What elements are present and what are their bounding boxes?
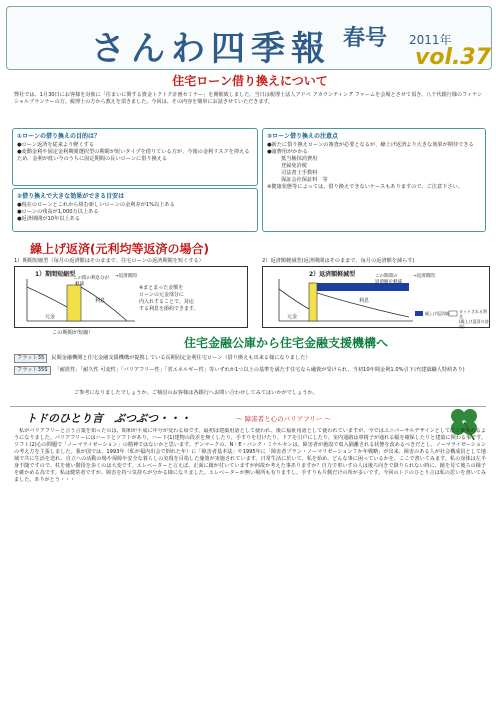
graph-right-key — [459, 309, 489, 329]
column-body: 私がバリアフリーと言う言葉を知ったのは、昭和が平成に年号が変わる頃です。最初は建築用語として使われ、後に福祉用語として使われていますが、今ではユニバーサルデザインとして広く使われるようになりました。バリアフリーにはハードとソフトがあり、ハード(1)建物の段差を無くしたり、手すりを付けたり、ドアを引戸にしたり、室内通路は車椅子が通れる幅を確保したりと建築に関わる事です。ソフト(2)心の問題で「ノーマライゼーション」の精神ではないかと思います。デンマークの、N・E・バンク・ミケルセンは、障害者が施設で収入隔離される状態を改めるべきだとし、ノーマライゼーションの考え方を主張しました。我が国では、1993年（私が福内出会で倒れた年）に「障害者基本法」や1995年に「障害者プラン・ノーマリゼーション７か年戦略」が出来、障害のある人が社会構成員として地域で共に生活を送れ、自立への活動の場や保障や安全な暮らしの実現を目指した施策が実施されています。日常生活に於いて、私を始め、どんな事に困っているかを、ここで書いてみます。私の身体は左半身不随ですので、杖を使い階段を歩くのは大変です。エレベーターと言えば、正面に鏡が付いていますが何故か考えた事ありますか？自力で車いすの人は後ろ向きで降りられない時に、鏡を見て後ろの様子を確かめる為です。私は健常者ですが、障害を持つ気持ちが分かる様になりました。エレベーターが無い場所も有りますし、手すりも片側だけの所が多いです。今回のトドのひとり言は私の思いを書いてみました。ありがとう・・・ — [14, 428, 486, 484]
masthead-title: さんわ四季報 — [91, 29, 331, 69]
section-title-prepayment: 繰上げ返済(元利均等返済の場合) — [30, 242, 209, 256]
graph-right-key-line: カットされる利息 — [459, 309, 487, 319]
column-subtitle: ～ 障害者と心のバリアフリー ～ — [236, 415, 331, 423]
divider — [10, 406, 486, 407]
box-effect-item: ●現在のローンとこれから組む新しいローンの金利差が1%以上ある — [17, 202, 175, 208]
box-caution-item: 司法書士手数料 — [281, 170, 318, 176]
closing-note: ご参考になりましたでしょうか。ご検討のお客様は各銀行へお問い合わせしてみてはいかがでしょうか。 — [74, 390, 318, 396]
flat35s-row — [14, 366, 486, 375]
graph-left-note-line: 内入れすることで、対応 — [139, 299, 194, 305]
box-effect — [12, 188, 258, 232]
box-purpose-item: ●変動金利や固定金利期間選択型の期間が短いタイプを借りている方が、今後の金利リスクを抑えるため、金利が低い今のうちに固定期間の長いローンに借り換える — [17, 149, 250, 162]
box-purpose-heading: ①ローンの借り換えの目的は？ — [17, 133, 100, 140]
graph-left-note-line: ローンの元金部分に — [139, 292, 184, 298]
graph-left-bottom-label: この期間が短縮！ — [52, 330, 94, 336]
box-caution-item: 抵当権抹消費用 — [281, 156, 318, 162]
box-caution-item: ●諸費用がかかる — [267, 149, 308, 155]
graph-left-legend: この間の利息分が — [73, 276, 109, 281]
graph-left-arrow: →返済期間 — [115, 274, 137, 279]
box-caution-note: ※健康状態等によっては、借り換えできないケースもありますので、ご注意下さい。 — [267, 184, 463, 190]
flat35s-label: フラット35S — [14, 366, 51, 375]
box-caution-item: 登録免許税 — [281, 163, 307, 169]
box-effect-item: ●ローンの残高が1,000万以上ある — [17, 209, 99, 215]
graph-term-shortening — [14, 266, 248, 328]
graph-left-note-line: ※まとまった金額を — [139, 285, 184, 291]
section-title-refinance: 住宅ローン借り換えについて — [172, 74, 328, 88]
box-effect-heading: ②借り換えで大きな効果ができる目安は — [17, 193, 125, 200]
graph-left-interest: 利息 — [95, 298, 106, 304]
box-caution — [262, 128, 486, 232]
graph-right-legend: この期間の — [375, 274, 398, 279]
masthead-panel — [6, 6, 492, 70]
section-title-flat35: 住宅金融公庫から住宅金融支援機構へ — [184, 336, 389, 350]
graph-left-legend: 軽減 — [75, 282, 84, 287]
flat35s-text: 「耐震性」「耐久性 可変性」「バリアフリー性」「省エネルギー性」等いずれか1つ以上の基準を満たす住宅なら融資が受けられ、当初10年間金利1.0%引下げ(建築職人特約あり) — [54, 367, 465, 373]
graph-right-arrow: →返済期間 — [413, 274, 435, 279]
graph-left-label: 1）期間短縮型 — [35, 271, 76, 278]
graph-left-note-line: する利息を節約できます。 — [139, 306, 199, 312]
graph-right-label: 2）返済額軽減型 — [309, 271, 356, 278]
box-purpose-item: ●ローン返済を従来より軽くする — [17, 142, 95, 148]
left-caption: 1）期間短縮型（毎月の返済額はそのままで、住宅ローンの返済期間を短くする） — [14, 258, 204, 264]
graph-left-principal: 元金 — [45, 314, 56, 320]
season-label: 春号 — [343, 25, 388, 51]
box-purpose — [12, 128, 258, 186]
flat35-text: 民間金融機関と住宅金融支援機構が提携している長期固定金利住宅ローン（借り換えも出来る様になりました） — [51, 355, 311, 361]
graph-right-key-line: (繰上げ返済の効果) — [459, 319, 489, 329]
graph-payment-reduction — [262, 266, 490, 328]
volume-label: vol.37 — [415, 45, 491, 70]
right-caption: 2）返済額軽減型(返済期間はそのままで、毎月の返済額を減らす) — [262, 258, 415, 264]
graph-right-legend: 返済額を軽減 — [375, 280, 402, 285]
flat35-label: フラット35 — [14, 354, 47, 363]
year-label: 2011年 — [409, 33, 452, 47]
box-caution-item: ●新たに借り換えローンの審査が必要となるが、繰上げ返済より大きな効果が期待できる — [267, 142, 474, 148]
graph-left-note — [139, 285, 199, 313]
box-effect-item: ●返済期間が10年以上ある — [17, 216, 81, 222]
box-caution-item: 保証会社保証料 等 — [281, 177, 328, 183]
graph-right-principal: 元金 — [287, 314, 298, 320]
graph-right-key: 繰上げ返済額 — [425, 311, 449, 316]
intro-paragraph: 弊社では、1月30日にお客様を対象に「住まいに関する資金トクトク計画セミナー」を開催致しました。当日は税理士法人アドベ アカウンティング ファームを会場とさせて頂き、八千代銀行様のフィナンシャルプランナーの方、税理士の方から教えを頂きました。今回は、その内容を簡単にお話させていただきます。 — [14, 92, 482, 106]
flat35-row — [14, 354, 486, 363]
column-title: トドのひとり言 ぶつぶつ・・・ — [26, 412, 191, 425]
box-caution-heading: ③ローン借り換えの注意点 — [267, 133, 338, 140]
graph-right-interest: 利息 — [359, 298, 370, 304]
